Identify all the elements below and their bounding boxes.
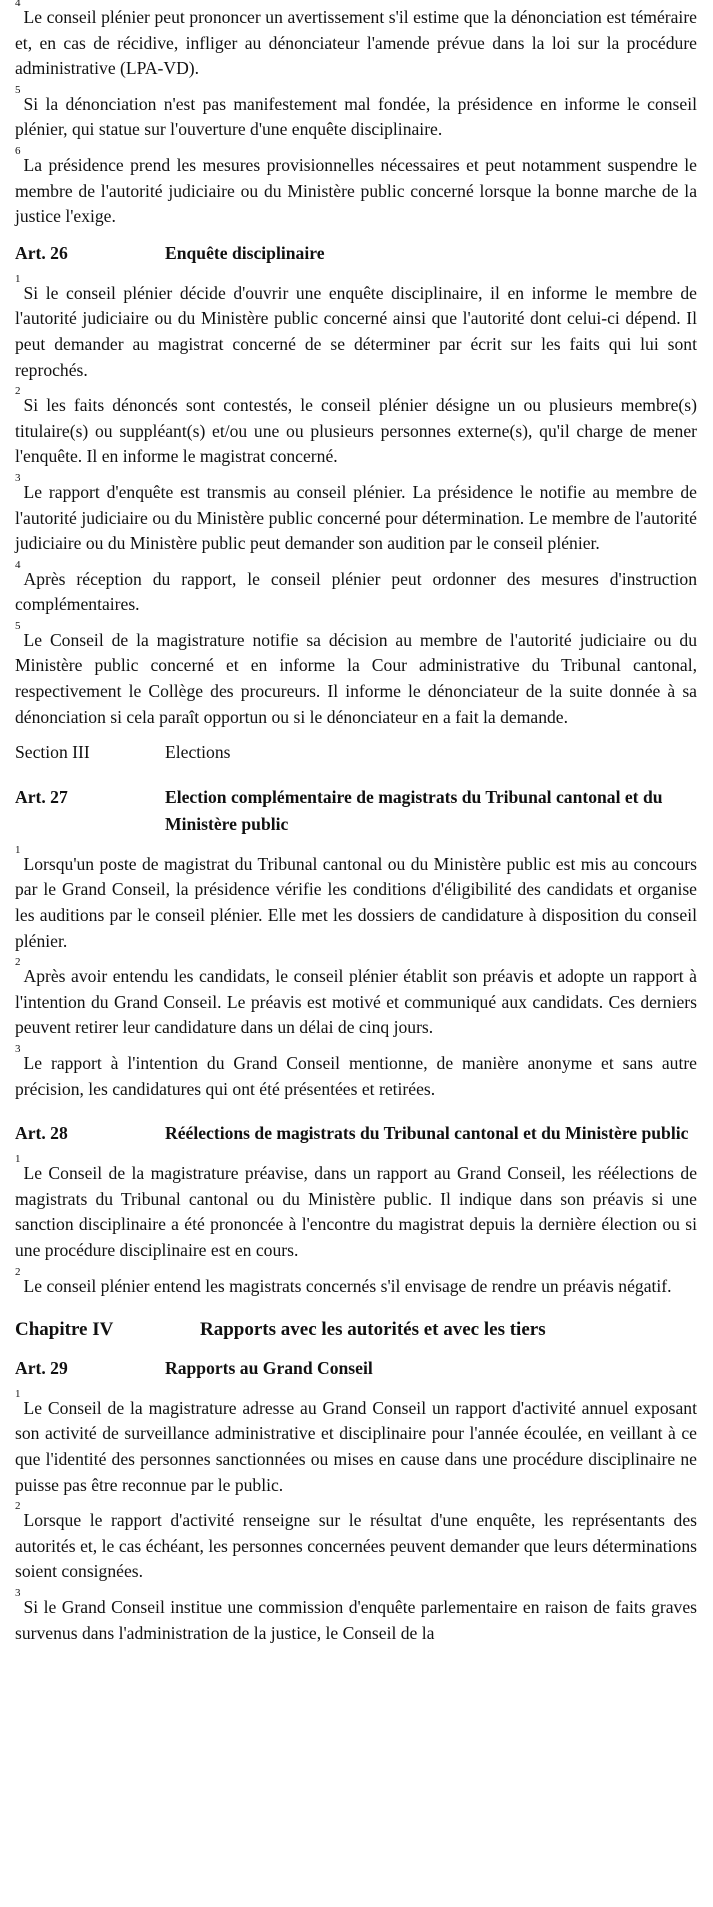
paragraph [15,385,697,470]
paragraph [15,1043,697,1102]
paragraph-text: Si la dénonciation n'est pas manifestement mal fondée, la présidence en informe le conseil plénier, qui statue sur l'ouverture d'une enquête disciplinaire. [15,93,697,140]
paragraph-number: 2 [15,385,21,398]
paragraph-number: 3 [15,1586,21,1599]
paragraph-number: 2 [15,1265,21,1278]
chapter-title: Rapports avec les autorités et avec les tiers [200,1319,546,1341]
section-heading [15,740,697,766]
paragraph-number: 1 [15,1153,21,1166]
article-number: Art. 28 [15,1123,68,1144]
paragraph [15,1586,697,1646]
paragraph-number: 4 [15,558,21,571]
paragraph [15,619,697,730]
paragraph-number: 1 [15,1387,21,1400]
paragraph [15,1265,697,1300]
article-number: Art. 29 [15,1357,68,1378]
article-number: Art. 26 [15,242,68,263]
article-heading [15,1120,697,1147]
paragraph-text: Si les faits dénoncés sont contestés, le conseil plénier désigne un ou plusieurs membre(s) titulaire(s) ou suppléant(s) et/ou une ou plusieurs personnes externe(s), qu'il charge de mener l'enquête. Il en informe le magistrat concerné. [15,395,697,467]
article-heading [15,240,697,267]
section-number: Section III [15,742,90,763]
paragraph [15,272,697,383]
article-heading [15,784,697,838]
article-title: Réélections de magistrats du Tribunal cantonal et du Ministère public [165,1123,689,1144]
paragraph-text: Le rapport à l'intention du Grand Conseil mentionne, de manière anonyme et sans autre précision, les candidatures qui ont été présentées et retirées. [15,1053,697,1099]
article-title: Enquête disciplinaire [165,242,325,263]
paragraph-text: Le Conseil de la magistrature notifie sa décision au membre de l'autorité judiciaire ou du Ministère public concerné et en informe la Cour administrative du Tribunal cantonal, respectivement le Collège des procureurs. Il informe le dénonciateur de la suite donnée à sa dénonciation si cela paraît opportun ou si le dénonciateur en a fait la demande. [15,629,697,727]
article-number: Art. 27 [15,786,68,807]
section-title: Elections [165,742,231,763]
paragraph [15,1387,697,1498]
paragraph [15,956,697,1041]
paragraph-text: Le conseil plénier entend les magistrats concernés s'il envisage de rendre un préavis négatif. [23,1275,672,1296]
paragraph-number: 3 [15,471,21,484]
paragraph [15,471,697,557]
paragraph-text: Le rapport d'enquête est transmis au conseil plénier. La présidence le notifie au membre de l'autorité judiciaire ou du Ministère public concerné pour détermination. Le membre de l'autorité judiciaire ou du Ministère public peut demander son audition par le conseil plénier. [15,481,697,554]
chapter-heading [15,1317,697,1343]
paragraph-number: 2 [15,956,21,969]
paragraph-text: Après avoir entendu les candidats, le conseil plénier établit son préavis et adopte un rapport à l'intention du Grand Conseil. Le préavis est motivé et communiqué aux candidats. Ces derniers peuvent retirer leur candidature dans un délai de cinq jours. [15,966,697,1038]
paragraph [15,0,697,82]
paragraph-text: Si le conseil plénier décide d'ouvrir une enquête disciplinaire, il en informe le membre de l'autorité judiciaire ou du Ministère public concerné ainsi que l'autorité dont celui-ci dépend. Il peut demander au magistrat concerné de se déterminer par écrit sur les faits qui lui sont reprochés. [15,282,697,380]
paragraph-text: Le Conseil de la magistrature adresse au Grand Conseil un rapport d'activité annuel exposant son activité de surveillance administrative et disciplinaire pour l'année écoulée, en veillant à ce que l'identité des personnes sanctionnées ou mises en cause dans une procédure disciplinaire ne puisse pas être reconnue par le public. [15,1397,697,1495]
paragraph-text: Lorsqu'un poste de magistrat du Tribunal cantonal ou du Ministère public est mis au concours par le Grand Conseil, la présidence vérifie les conditions d'éligibilité des candidats et organise les auditions par le conseil plénier. Elle met les dossiers de candidature à disposition du conseil plénier. [15,853,697,951]
paragraph-number: 2 [15,1500,21,1513]
paragraph-text: Le Conseil de la magistrature préavise, dans un rapport au Grand Conseil, les réélections de magistrats du Tribunal cantonal ou du Ministère public. Il indique dans son préavis si une sanction disciplinaire a été prononcée à l'encontre du magistrat depuis la dernière élection ou si une procédure disciplinaire est en cours. [15,1163,697,1260]
paragraph-number: 6 [15,144,21,157]
paragraph-number: 4 [15,0,21,9]
paragraph-number: 1 [15,272,21,285]
paragraph-number: 5 [15,83,21,96]
article-title: Rapports au Grand Conseil [165,1357,373,1378]
paragraph-text: La présidence prend les mesures provisionnelles nécessaires et peut notamment suspendre le membre de l'autorité judiciaire ou du Ministère public concerné lorsque la bonne marche de la justice l'exige. [15,154,697,227]
article-title: Election complémentaire de magistrats du Tribunal cantonal et du Ministère public [165,786,663,834]
paragraph [15,83,697,143]
paragraph [15,843,697,954]
paragraph-number: 1 [15,843,21,856]
paragraph [15,1153,697,1263]
paragraph-text: Le conseil plénier peut prononcer un avertissement s'il estime que la dénonciation est téméraire et, en cas de récidive, infliger au dénonciateur l'amende prévue dans la loi sur la procédure administrative (LPA-VD). [15,7,697,79]
paragraph [15,144,697,230]
paragraph-text: Lorsque le rapport d'activité renseigne sur le résultat d'une enquête, les représentants des autorités et, le cas échéant, les personnes concernées peuvent demander que leurs déterminations soient consignées. [15,1510,697,1582]
paragraph [15,558,697,618]
paragraph [15,1500,697,1585]
paragraph-text: Après réception du rapport, le conseil plénier peut ordonner des mesures d'instruction complémentaires. [15,568,697,615]
paragraph-number: 5 [15,619,21,632]
paragraph-text: Si le Grand Conseil institue une commission d'enquête parlementaire en raison de faits graves survenus dans l'administration de la justice, le Conseil de la [15,1596,697,1643]
chapter-number: Chapitre IV [15,1319,114,1341]
paragraph-number: 3 [15,1043,21,1055]
article-heading [15,1355,697,1382]
